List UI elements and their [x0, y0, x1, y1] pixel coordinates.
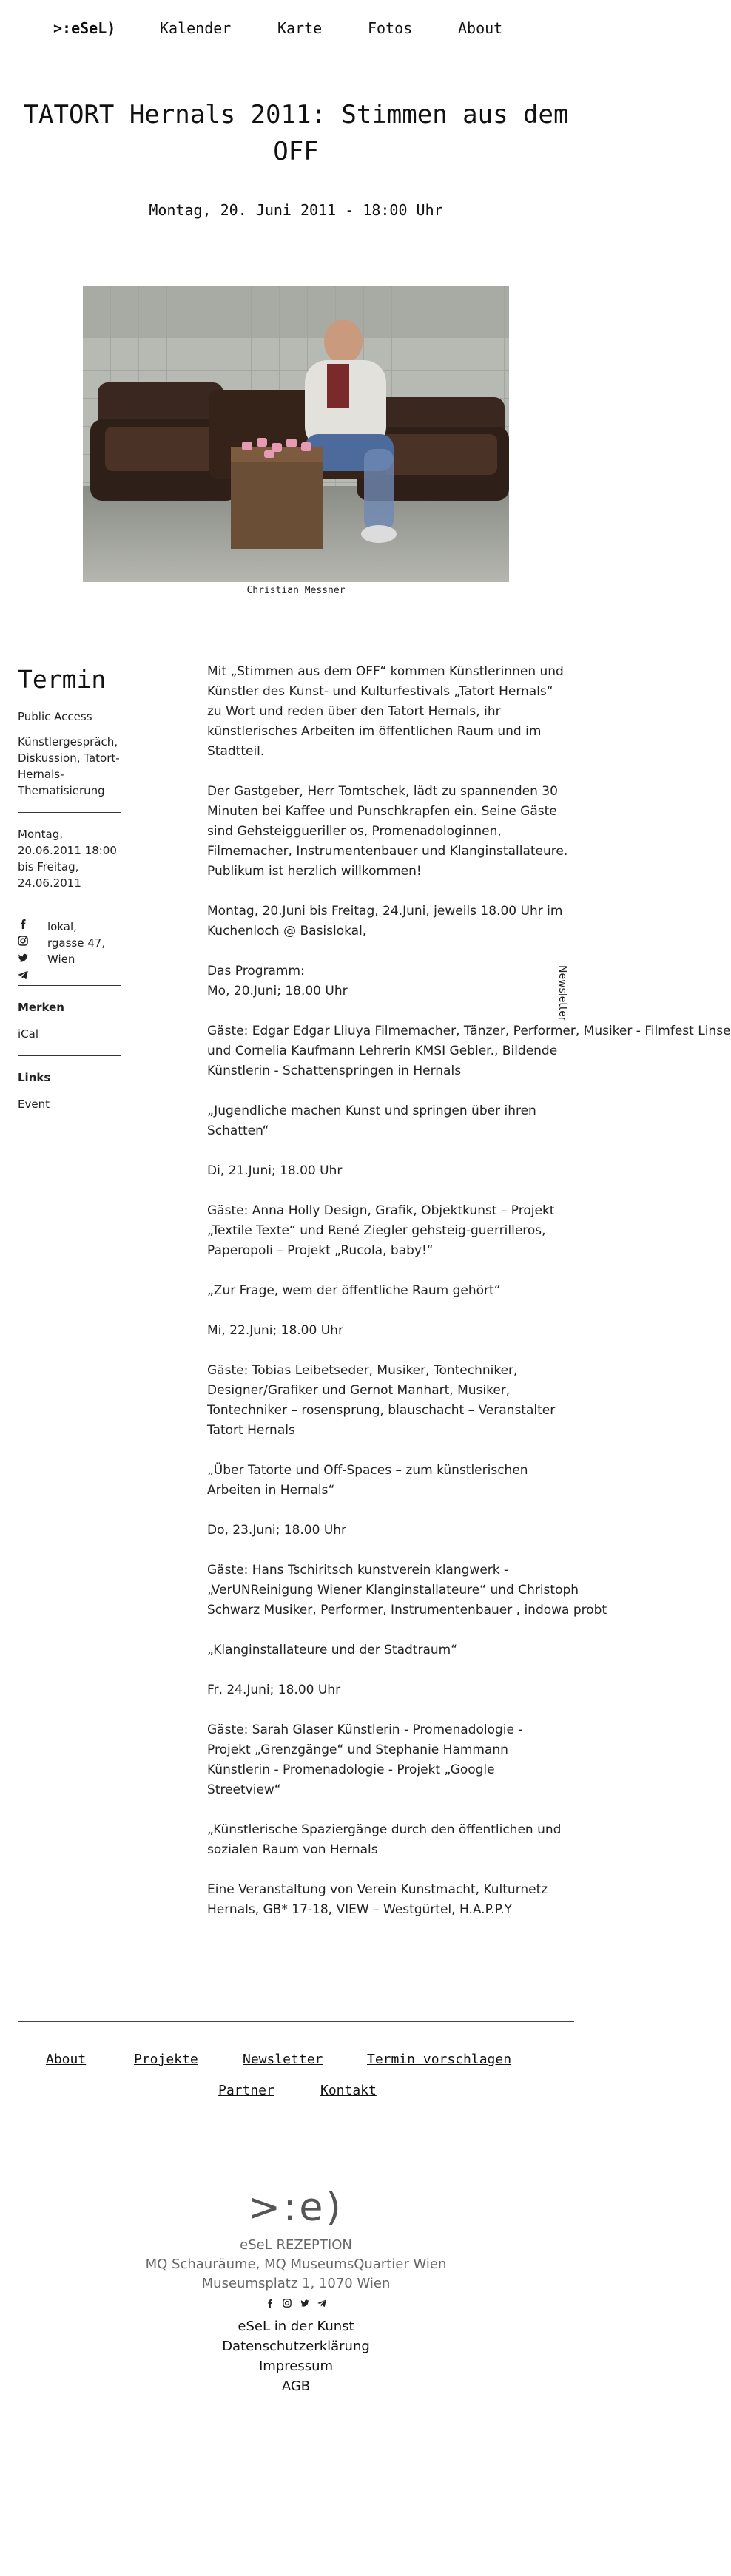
merken-heading: Merken [18, 1001, 64, 1014]
termin-heading: Termin [18, 665, 107, 694]
footer-link-partner[interactable]: Partner [218, 2083, 274, 2098]
footer-link-termin-vorschlagen[interactable]: Termin vorschlagen [367, 2052, 512, 2067]
programm-heading: Das Programm: [207, 964, 305, 978]
guests-line: „VerUNReinigung Wiener Klanginstallateure“ und Christoph [207, 1583, 579, 1598]
day-time: Do, 23.Juni; 18.00 Uhr [207, 1523, 347, 1538]
topic-paragraph: „Zur Frage, wem der öffentliche Raum gehört“ [207, 1283, 501, 1298]
category-label: Public Access [18, 710, 92, 723]
venue-line: lokal, [47, 920, 77, 933]
event-title: TATORT Hernals 2011: Stimmen aus dem OFF [23, 100, 569, 166]
footer-link-impressum[interactable]: Impressum [258, 2359, 334, 2374]
day-time: Mi, 22.Juni; 18.00 Uhr [207, 1323, 343, 1338]
venue-block [18, 919, 121, 985]
footer-link-esel-in-der-kunst[interactable]: eSeL in der Kunst [238, 2319, 354, 2334]
day-time: Mo, 20.Juni; 18.00 Uhr [207, 984, 348, 998]
guests-paragraph: und Cornelia Kaufmann Lehrerin KMSI Gebler., Bildende Künstlerin - Schattenspringen in Hernals [207, 1044, 558, 1078]
telegram-icon[interactable] [18, 970, 28, 980]
facebook-icon[interactable] [266, 2299, 274, 2308]
footer-link-kontakt[interactable]: Kontakt [320, 2083, 377, 2098]
links-heading: Links [18, 1071, 51, 1084]
nav-link-fotos[interactable]: Fotos [368, 19, 413, 37]
day-time: Di, 21.Juni; 18.00 Uhr [207, 1163, 343, 1178]
event-description [207, 662, 731, 1940]
newsletter-side-tab[interactable]: Newsletter [556, 965, 568, 1021]
closing-paragraph: Eine Veranstaltung von Verein Kunstmacht, Kulturnetz Hernals, GB* 17-18, VIEW – Westgürtel, H.A.P.P.Y [207, 1882, 548, 1917]
topic-paragraph: „Klanginstallateure und der Stadtraum“ [207, 1643, 457, 1657]
telegram-icon[interactable] [317, 2299, 326, 2308]
guests-paragraph: Gäste: Anna Holly Design, Grafik, Objektkunst – Projekt „Textile Texte“ und René Ziegler gehsteig-guerrilleros, Paperopoli – Projekt „Rucola, baby!“ [207, 1203, 555, 1258]
event-sidebar [18, 664, 121, 1117]
photo-caption: Christian Messner [246, 585, 346, 596]
twitter-icon[interactable] [18, 953, 28, 963]
nav-link-karte[interactable]: Karte [277, 19, 323, 37]
guests-line: Gäste: Hans Tschiritsch kunstverein klangwerk - [207, 1563, 509, 1578]
guests-paragraph: Gäste: Tobias Leibetseder, Musiker, Tontechniker, Designer/Grafiker und Gernot Manhart, Musiker, Tontechniker – rosensprung, blauschacht – Veranstalter Tatort Hernals [207, 1363, 556, 1438]
nav-link-kalender[interactable]: Kalender [160, 19, 232, 37]
footer-social-icons [0, 2296, 592, 2310]
instagram-icon[interactable] [283, 2299, 292, 2308]
guests-line: Gäste: Edgar Edgar Lliuya Filmemacher, Tänzer, Performer, Musiker - Filmfest Linse [207, 1024, 731, 1038]
footer-link-newsletter[interactable]: Newsletter [243, 2052, 323, 2067]
footer-link-about[interactable]: About [46, 2052, 87, 2067]
sidebar-divider [18, 812, 121, 813]
event-date: Montag, 20. Juni 2011 - 18:00 Uhr [149, 201, 443, 219]
event-tags: Künstlergespräch, Diskussion, Tatort-Hernals-Thematisierung [18, 735, 120, 797]
venue-address[interactable] [47, 919, 121, 967]
footer-link-projekte[interactable]: Projekte [134, 2052, 198, 2067]
photo-illustration [83, 286, 509, 582]
footer-link-datenschutz[interactable]: Datenschutzerklärung [222, 2339, 370, 2354]
event-date-range: Montag, 20.06.2011 18:00 bis Freitag, 24.06.2011 [18, 828, 117, 890]
host-paragraph: Der Gastgeber, Herr Tomtschek, lädt zu spannenden 30 Minuten bei Kaffee und Punschkrapfen ein. Seine Gäste sind Gehsteiggueriller os, Promenadologinnen, Filmemacher, Instrumentenbauer und Klanginstallateure. Publikum ist herzlich willkommen! [207, 784, 568, 879]
guests-line: Schwarz Musiker, Performer, Instrumentenbauer , indowa probt [207, 1603, 607, 1617]
share-icons [18, 919, 33, 987]
guests-paragraph [207, 1021, 731, 1041]
footer-logo: >:e) [248, 2185, 344, 2230]
schedule-paragraph: Montag, 20.Juni bis Freitag, 24.Juni, jeweils 18.00 Uhr im Kuchenloch @ Basislokal, [207, 904, 563, 939]
topic-paragraph: „Künstlerische Spaziergänge durch den öffentlichen und sozialen Raum von Hernals [207, 1822, 562, 1857]
venue-line: Wien [47, 953, 75, 966]
topic-paragraph: „Jugendliche machen Kunst und springen über ihren Schatten“ [207, 1103, 536, 1138]
facebook-icon[interactable] [18, 919, 28, 929]
footer-link-agb[interactable]: AGB [281, 2379, 311, 2394]
instagram-icon[interactable] [18, 936, 28, 946]
day-time: Fr, 24.Juni; 18.00 Uhr [207, 1683, 341, 1697]
sidebar-divider [18, 1055, 121, 1056]
event-photo [83, 286, 509, 582]
guests-paragraph: Gäste: Sarah Glaser Künstlerin - Promenadologie - Projekt „Grenzgänge“ und Stephanie Hammann Künstlerin - Promenadologie - Projekt „Google Streetview“ [207, 1723, 523, 1797]
footer-address-line: MQ Schauräume, MQ MuseumsQuartier Wien [145, 2256, 447, 2272]
footer-address-line: Museumsplatz 1, 1070 Wien [201, 2276, 391, 2291]
guests-paragraph [207, 1561, 607, 1620]
ical-link[interactable]: iCal [18, 1027, 39, 1041]
twitter-icon[interactable] [300, 2299, 309, 2308]
topic-paragraph: „Über Tatorte und Off-Spaces – zum künstlerischen Arbeiten in Hernals“ [207, 1463, 528, 1498]
venue-line: rgasse 47, [47, 936, 106, 950]
event-link[interactable]: Event [18, 1098, 50, 1111]
footer-divider [18, 2021, 574, 2022]
footer-org-name: eSeL REZEPTION [240, 2237, 352, 2253]
sidebar-divider [18, 985, 121, 986]
intro-paragraph: Mit „Stimmen aus dem OFF“ kommen Künstlerinnen und Künstler des Kunst- und Kulturfestivals „Tatort Hernals“ zu Wort und reden über den Tatort Hernals, ihr künstlerisches Arbeiten im öffentlichen Raum und im Stadtteil. [207, 664, 564, 759]
top-navigation [0, 0, 592, 55]
site-logo[interactable]: >:eSeL) [53, 19, 116, 37]
nav-link-about[interactable]: About [458, 19, 503, 37]
